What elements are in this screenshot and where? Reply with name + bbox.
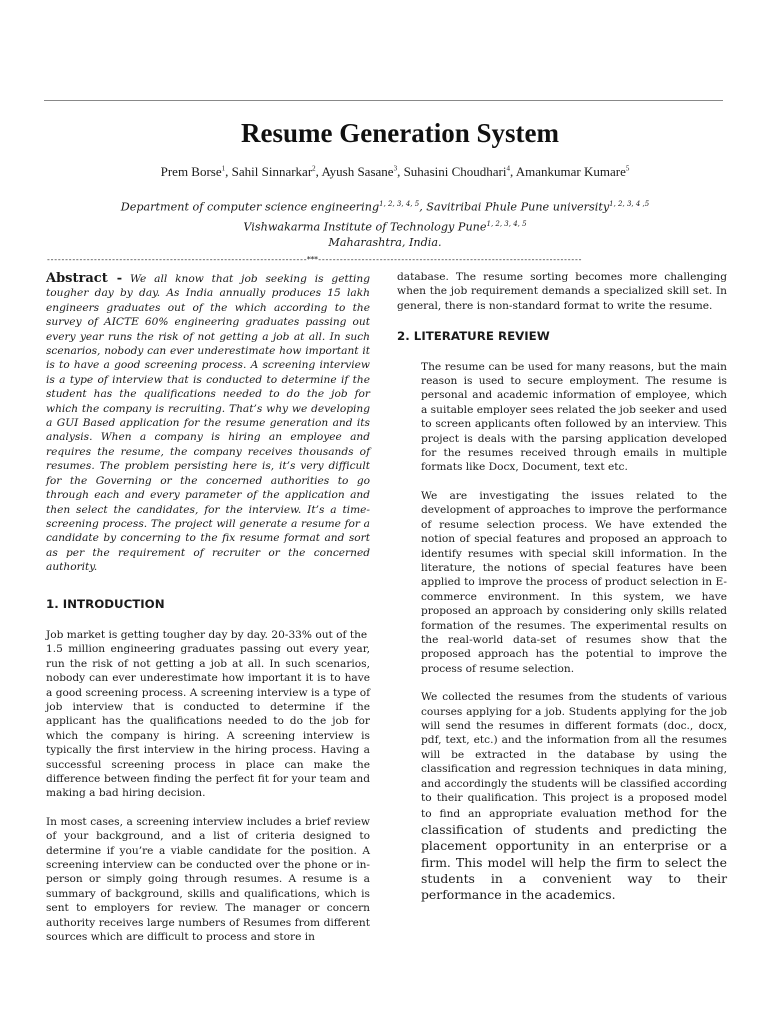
section-separator: ------------------------------------------------------------------------***------------------------------------------------------------------------- (46, 255, 582, 264)
intro-paragraph-3: In most cases, a screening interview includes a brief review of your background, and a list of criteria designed to determine if you’re a viable candidate for the position. A screening interview can be conducted over the phone or in- person or simply going through resumes. A resume is a summary of background, skills and qualifications, which is sent to employers for review. The manager or concern authority receives large numbers of Resumes from different sources which are difficult to process and store in (46, 815, 370, 944)
introduction-heading: 1. INTRODUCTION (46, 596, 165, 611)
continued-paragraph: database. The resume sorting becomes more challenging when the job requirement demands a specialized skill set. In general, there is non-standard format to write the resume. (397, 271, 727, 312)
literature-paragraph-2: We are investigating the issues related to the development of approaches to improve the performance of resume selection process. We have extended the notion of special features and proposed an approach to identify resumes with special skill information. In the literature, the notions of special features have been applied to improve the process of product selection in E- commerce environment. In this system, we have proposed an approach by considering only skills related formation of the resumes. The experimental results on the real-world data-set of resumes show that the proposed approach has the potential to improve the process of resume selection. (421, 489, 727, 675)
author-list (0, 164, 768, 180)
right-column (397, 270, 727, 904)
author-2: Sahil Sinnarkar$^2$, (231, 164, 322, 179)
top-rule (44, 100, 723, 101)
literature-paragraph-1: The resume can be used for many reasons, but the main reason is used to secure employment. The resume is personal and academic information of employee, which a suitable employer sees related the job seeker and used to screen applicants often followed by an interview. This project is deals with the parsing application developed for the resumes received through emails in multiple formats like Docx, Document, text etc. (421, 360, 727, 474)
intro-paragraph-1: Job market is getting tougher day by day. 20-33% out of the (46, 628, 368, 641)
affiliation-line-2: Vishwakarma Institute of Technology Pune$^{1, 2, 3, 4, 5}$ (243, 219, 527, 234)
affiliation (0, 196, 768, 251)
affiliation-line-3: Maharashtra, India. (328, 236, 442, 250)
abstract-heading: Abstract - (46, 271, 123, 286)
intro-paragraph-2: 1.5 million engineering graduates passing out every year, run the risk of not getting a job at all. In such scenarios, nobody can ever underestimate how important it is to have a good screening process. A screening interview is a type of job interview that is conducted to determine if the applicant has the qualifications needed to do the job for which the company is hiring. A screening interview is typically the first interview in the hiring process. Having a successful screening process in place can make the difference between finding the perfect fit for your team and making a bad hiring decision. (46, 643, 370, 800)
literature-paragraph-3-text: We collected the resumes from the students of various courses applying for a job. Students applying for the job will send the resumes in different formats (doc., docx, pdf, text, etc.) and the information from all the resumes will be extracted in the database by using the classification and regression techniques in data mining, and accordingly the students will be classified according to their qualification. This project is a proposed model to find an appropriate evaluation (421, 691, 727, 821)
author-4: Suhasini Choudhari$^4$, (403, 164, 516, 179)
author-3: Ayush Sasane$^3$, (321, 164, 404, 179)
literature-paragraph-3-large-text: method for the classification of students and predicting the placement opportunity in an enterprise or a firm. This model will help the firm to select the students in a convenient way to their performance in the academics. (421, 805, 727, 903)
abstract-text: We all know that job seeking is getting tougher day by day. As India annually produces 15 lakh engineers graduates out of the which according to the survey of AICTE 60% engineering graduates passing out every year runs the risk of not getting a job at all. In such scenarios, nobody can ever underestimate how important it is to have a good screening process. A screening interview is a type of interview that is conducted to determine if the student has the qualifications needed to do the job for which the company is recruiting. That’s why we developing a GUI Based application for the resume generation and its analysis. When a company is hiring an employee and requires the resume, the company receives thousands of resumes. The problem persisting here is, it’s very difficult for the Governing or the concerned authorities to go through each and every parameter of the application and then select the candidates, for the interview. It’s a time-screening process. The project will generate a resume for a candidate by concerning to the fix resume format and sort as per the requirement of recruiter or the concerned authority. (46, 273, 370, 574)
literature-review-heading: 2. LITERATURE REVIEW (397, 329, 550, 344)
author-5: Amankumar Kumare$^5$ (515, 164, 630, 179)
literature-paragraph-3 (397, 690, 727, 904)
abstract (46, 272, 370, 575)
author-1: Prem Borse$^1$, (160, 164, 232, 179)
paper-title: Resume Generation System (241, 118, 559, 148)
left-column (46, 272, 370, 944)
affiliation-line-1: Department of computer science engineering$^{1, 2, 3, 4, 5}$, Savitribai Phule Pune university$^{1, 2, 3, 4 ,5}$ (120, 200, 650, 214)
